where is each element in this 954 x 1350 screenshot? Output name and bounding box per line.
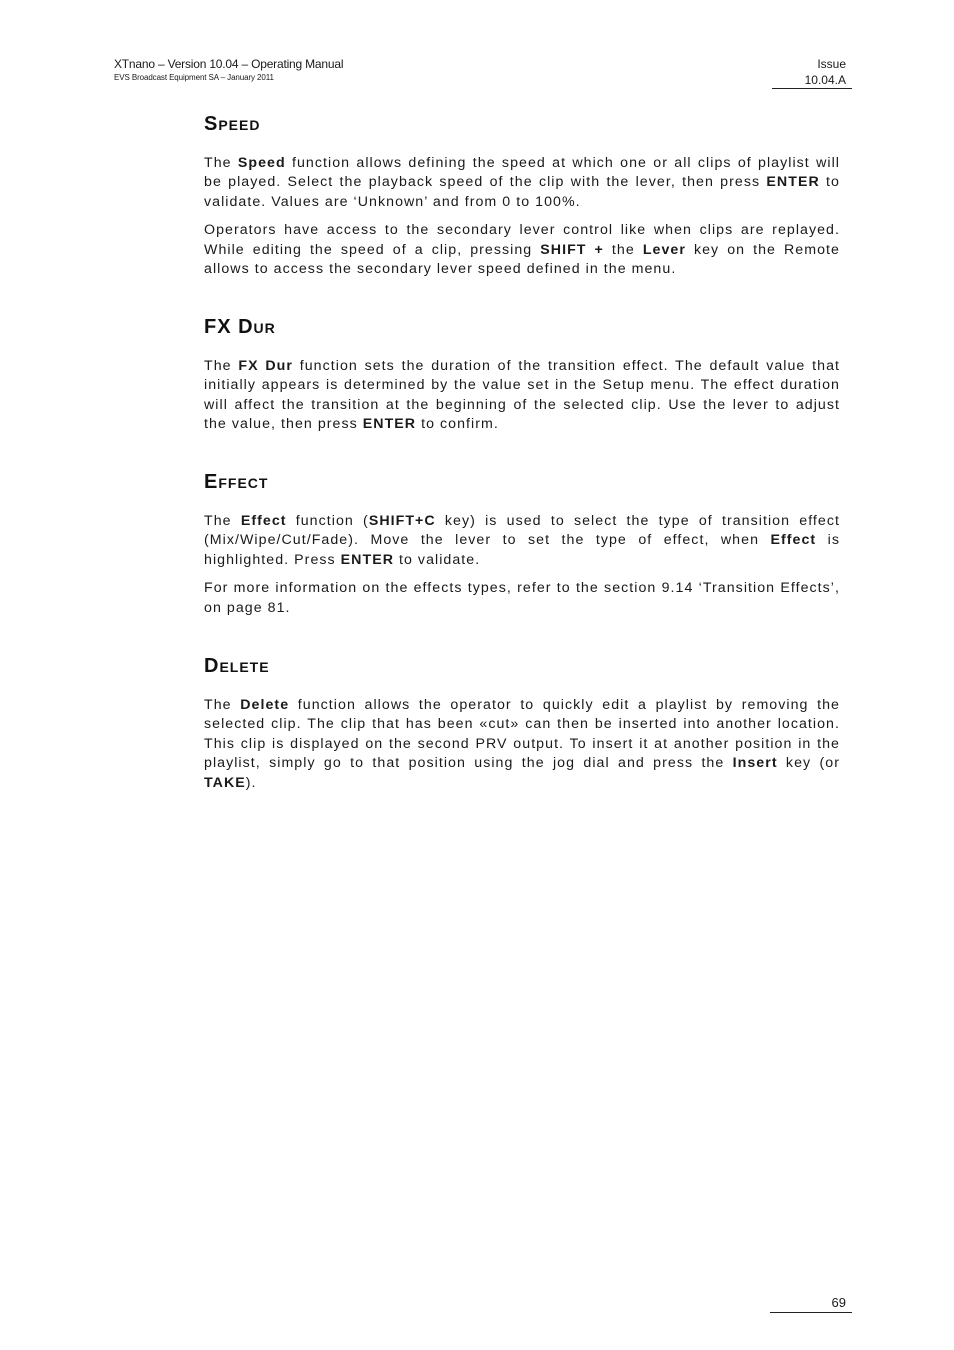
effect-paragraph-2: For more information on the effects types, refer to the section 9.14 ‘Transition Effects’, on page 81.: [204, 580, 840, 616]
speed-paragraph-2: Operators have access to the secondary lever control like when clips are replayed. While editing the speed of a clip, pressing SHIFT + the Lever key on the Remote allows to access the secondary lever speed defined in the menu.: [204, 222, 840, 278]
section-effect: [204, 470, 840, 627]
issue-value: 10.04.A: [772, 74, 852, 89]
effect-paragraph-1: The Effect function (SHIFT+C key) is used to select the type of transition effect (Mix/Wipe/Cut/Fade). Move the lever to set the type of effect, when Effect is highlighted. Press ENTER to validate.: [204, 513, 840, 568]
section-heading-fx-dur: FX Dur: [204, 316, 276, 338]
speed-paragraph-1: The Speed function allows defining the speed at which one or all clips of playlist will be played. Select the playback speed of the clip with the lever, then press ENTER to validate. Values are ‘Unknown’ and from 0 to 100%.: [204, 155, 840, 210]
fx-dur-paragraph-1: The FX Dur function sets the duration of the transition effect. The default value that initially appears is determined by the value set in the Setup menu. The effect duration will affect the transition at the beginning of the selected clip. Use the lever to adjust the value, then press ENTER to confirm.: [204, 358, 840, 433]
document-title: XTnano – Version 10.04 – Operating Manual: [114, 57, 344, 71]
section-heading-effect: Effect: [204, 471, 269, 493]
page-header: [114, 58, 343, 82]
document-publisher: EVS Broadcast Equipment SA – January 2011: [114, 73, 274, 82]
section-delete: [204, 654, 840, 802]
page-number: 69: [770, 1296, 852, 1313]
section-heading-delete: Delete: [204, 655, 270, 677]
delete-paragraph-1: The Delete function allows the operator to quickly edit a playlist by removing the selected clip. The clip that has been «cut» can then be inserted into another location. This clip is displayed on the second PRV output. To insert it at another position in the playlist, simply go to that position using the jog dial and press the Insert key (or TAKE).: [204, 697, 840, 791]
section-fx-dur: [204, 315, 840, 444]
issue-label: Issue: [817, 57, 846, 71]
issue-block: [772, 58, 852, 89]
section-heading-speed: Speed: [204, 113, 261, 135]
section-speed: [204, 112, 840, 288]
